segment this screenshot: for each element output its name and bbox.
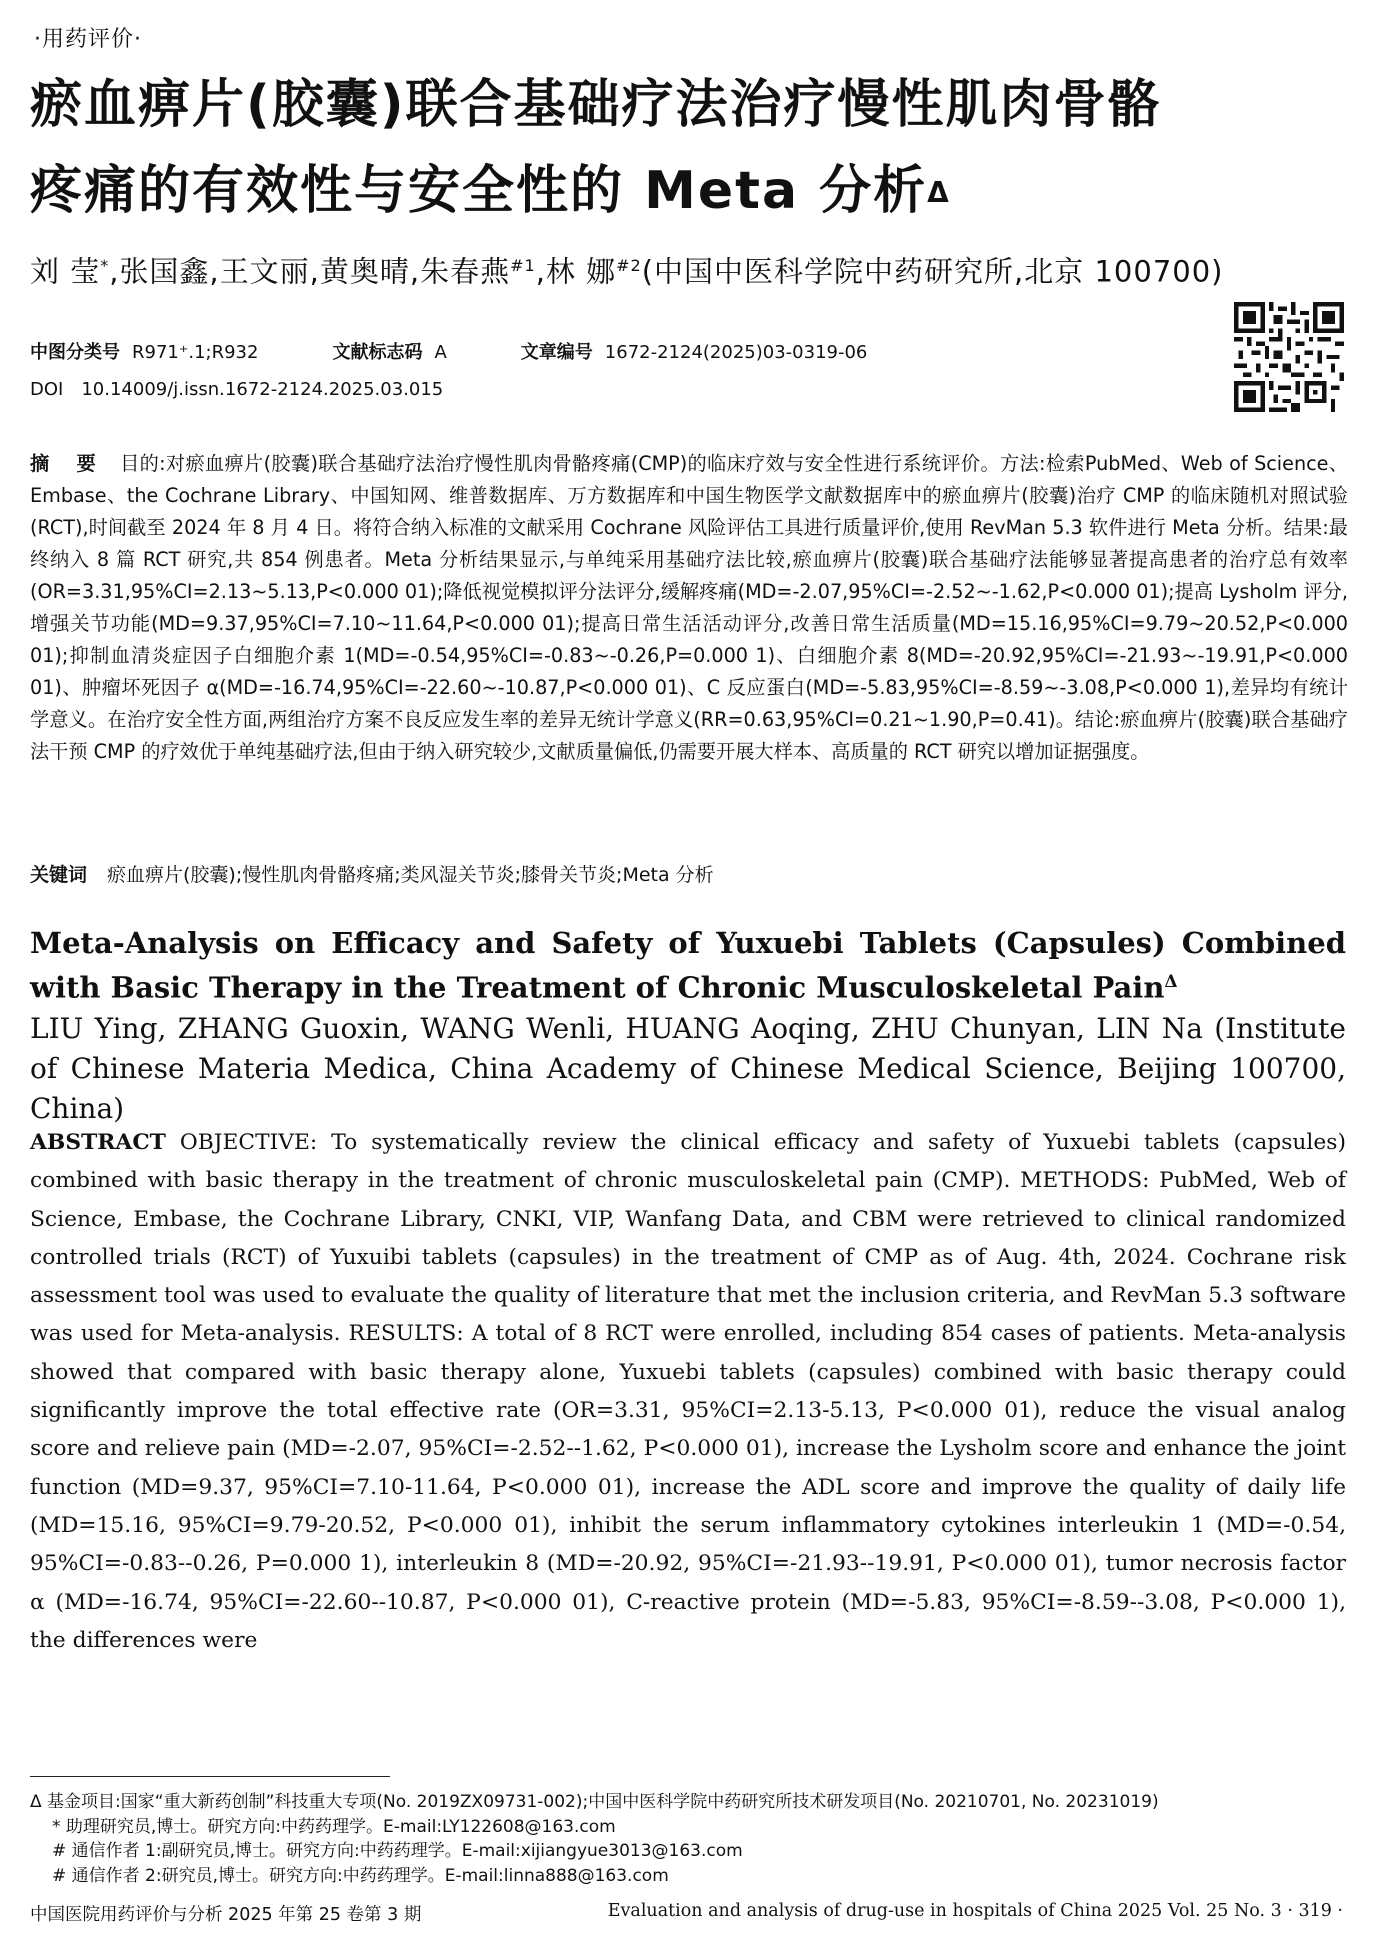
- article-number-label: 文章编号: [520, 342, 593, 363]
- journal-footer-cn: 中国医院用药评价与分析 2025 年第 25 卷第 3 期: [30, 1905, 422, 1925]
- doi-label: DOI: [30, 379, 64, 400]
- chinese-title-line-1: 瘀血痹片(胶囊)联合基础疗法治疗慢性肌肉骨骼: [30, 75, 1162, 135]
- footnote-corresponding-author-2: # 通信作者 2:研究员,博士。研究方向:中药药理学。E-mail:linna888@163.com: [52, 1865, 669, 1886]
- clc-label: 中图分类号: [30, 342, 120, 363]
- column-tag: ·用药评价·: [34, 27, 142, 52]
- english-abstract-label: ABSTRACT: [30, 1130, 166, 1155]
- chinese-title-line-2: [30, 148, 1345, 234]
- chinese-abstract-label: 摘 要: [30, 452, 107, 475]
- english-authors: LIU Ying, ZHANG Guoxin, WANG Wenli, HUANG Aoqing, ZHU Chunyan, LIN Na (Institute of Chinese Materia Medica, China Academy of Chinese Medical Science, Beijing 100700, China): [30, 1012, 1346, 1125]
- chinese-keywords: [30, 860, 1348, 890]
- title-funding-mark: Δ: [927, 176, 951, 209]
- document-code-label: 文献标志码: [332, 342, 423, 363]
- chinese-abstract: [30, 448, 1348, 768]
- footnotes: [30, 1790, 1348, 1888]
- english-abstract-text: OBJECTIVE: To systematically review the clinical efficacy and safety of Yuxuebi tablets (capsules) combined with basic therapy in the treatment of chronic musculoskeletal pain (CMP). METHODS: PubMed, Web of Science, Embase, the Cochrane Library, CNKI, VIP, Wanfang Data, and CBM were retrieved to clinical randomized controlled trials (RCT) of Yuxuibi tablets (capsules) in the treatment of CMP as of Aug. 4th, 2024. Cochrane risk assessment tool was used to evaluate the quality of literature that met the inclusion criteria, and RevMan 5.3 software was used for Meta-analysis. RESULTS: A total of 8 RCT were enrolled, including 854 cases of patients. Meta-analysis showed that compared with basic therapy alone, Yuxuebi tablets (capsules) combined with basic therapy could significantly improve the total effective rate (OR=3.31, 95%CI=2.13-5.13, P<0.000 01), reduce the visual analog score and relieve pain (MD=-2.07, 95%CI=-2.52--1.62, P<0.000 01), increase the Lysholm score and enhance the joint function (MD=9.37, 95%CI=7.10-11.64, P<0.000 01), increase the ADL score and improve the quality of daily life (MD=15.16, 95%CI=9.79-20.52, P<0.000 01), inhibit the serum inflammatory cytokines interleukin 1 (MD=-0.54, 95%CI=-0.83--0.26, P=0.000 1), interleukin 8 (MD=-20.92, 95%CI=-21.93--19.91, P<0.000 01), tumor necrosis factor α (MD=-16.74, 95%CI=-22.60--10.87, P<0.000 01), C-reactive protein (MD=-5.83, 95%CI=-8.59--3.08, P<0.000 1), the differences were: [30, 1130, 1346, 1653]
- footnote-divider: [30, 1776, 390, 1777]
- doi-line: [30, 377, 443, 403]
- author-6-mark: #2: [616, 256, 642, 275]
- clc-value: R971⁺.1;R932: [132, 342, 259, 363]
- author-1-mark: *: [100, 256, 110, 275]
- author-5-mark: #1: [510, 256, 536, 275]
- chinese-affiliation: (中国中医科学院中药研究所,北京 100700): [641, 254, 1224, 289]
- chinese-keywords-text: 瘀血痹片(胶囊);慢性肌肉骨骼疼痛;类风湿关节炎;膝骨关节炎;Meta 分析: [107, 864, 714, 886]
- chinese-keywords-label: 关键词: [30, 864, 88, 886]
- journal-footer-en: Evaluation and analysis of drug-use in hospitals of China 2025 Vol. 25 No. 3 · 319 ·: [607, 1901, 1343, 1921]
- document-code-value: A: [434, 342, 447, 363]
- chinese-title: [30, 62, 1345, 234]
- english-title: [30, 924, 1346, 1008]
- english-title-funding-mark: Δ: [1164, 972, 1178, 992]
- footnote-first-author: * 助理研究员,博士。研究方向:中药药理学。E-mail:LY122608@163.com: [52, 1816, 616, 1837]
- article-number-value: 1672-2124(2025)03-0319-06: [604, 342, 868, 363]
- classification-line: [30, 340, 867, 366]
- author-1: 刘 莹: [30, 254, 101, 289]
- english-abstract: [30, 1124, 1346, 1660]
- chinese-abstract-text: 目的:对瘀血痹片(胶囊)联合基础疗法治疗慢性肌肉骨骼疼痛(CMP)的临床疗效与安全性进行系统评价。方法:检索PubMed、Web of Science、Embase、the Cochrane Library、中国知网、维普数据库、万方数据库和中国生物医学文献数据库中的瘀血痹片(胶囊)治疗 CMP 的临床随机对照试验(RCT),时间截至 2024 年 8 月 4 日。将符合纳入标准的文献采用 Cochrane 风险评估工具进行质量评价,使用 RevMan 5.3 软件进行 Meta 分析。结果:最终纳入 8 篇 RCT 研究,共 854 例患者。Meta 分析结果显示,与单纯采用基础疗法比较,瘀血痹片(胶囊)联合基础疗法能够显著提高患者的治疗总有效率(OR=3.31,95%CI=2.13~5.13,P<0.000 01);降低视觉模拟评分法评分,缓解疼痛(MD=-2.07,95%CI=-2.52~-1.62,P<0.000 01);提高 Lysholm 评分,增强关节功能(MD=9.37,95%CI=7.10~11.64,P<0.000 01);提高日常生活活动评分,改善日常生活质量(MD=15.16,95%CI=9.79~20.52,P<0.000 01);抑制血清炎症因子白细胞介素 1(MD=-0.54,95%CI=-0.83~-0.26,P=0.000 1)、白细胞介素 8(MD=-20.92,95%CI=-21.93~-19.91,P<0.000 01)、肿瘤坏死因子 α(MD=-16.74,95%CI=-22.60~-10.87,P<0.000 01)、C 反应蛋白(MD=-5.83,95%CI=-8.59~-3.08,P<0.000 1),差异均有统计学意义。在治疗安全性方面,两组治疗方案不良反应发生率的差异无统计学意义(RR=0.63,95%CI=0.21~1.90,P=0.41)。结论:瘀血痹片(胶囊)联合基础疗法干预 CMP 的疗效优于单纯基础疗法,但由于纳入研究较少,文献质量偏低,仍需要开展大样本、高质量的 RCT 研究以增加证据强度。: [30, 452, 1348, 763]
- chinese-authors: [30, 246, 1350, 292]
- footnote-corresponding-author-1: # 通信作者 1:副研究员,博士。研究方向:中药药理学。E-mail:xijiangyue3013@163.com: [52, 1841, 743, 1861]
- english-title-text: Meta-Analysis on Efficacy and Safety of Yuxuebi Tablets (Capsules) Combined with Basic Therapy in the Treatment of Chronic Musculoskeletal Pain: [30, 926, 1346, 1005]
- qr-code: [1234, 302, 1344, 412]
- authors-2-to-5: ,张国鑫,王文丽,黄奥晴,朱春燕: [109, 254, 511, 289]
- author-6: ,林 娜: [535, 254, 617, 289]
- footnote-funding: Δ 基金项目:国家“重大新药创制”科技重大专项(No. 2019ZX09731-002);中国中医科学院中药研究所技术研发项目(No. 20210701, No. 20231019): [30, 1792, 1159, 1812]
- doi-value[interactable]: 10.14009/j.issn.1672-2124.2025.03.015: [81, 379, 444, 400]
- chinese-title-line-2-text: 疼痛的有效性与安全性的 Meta 分析: [30, 161, 928, 221]
